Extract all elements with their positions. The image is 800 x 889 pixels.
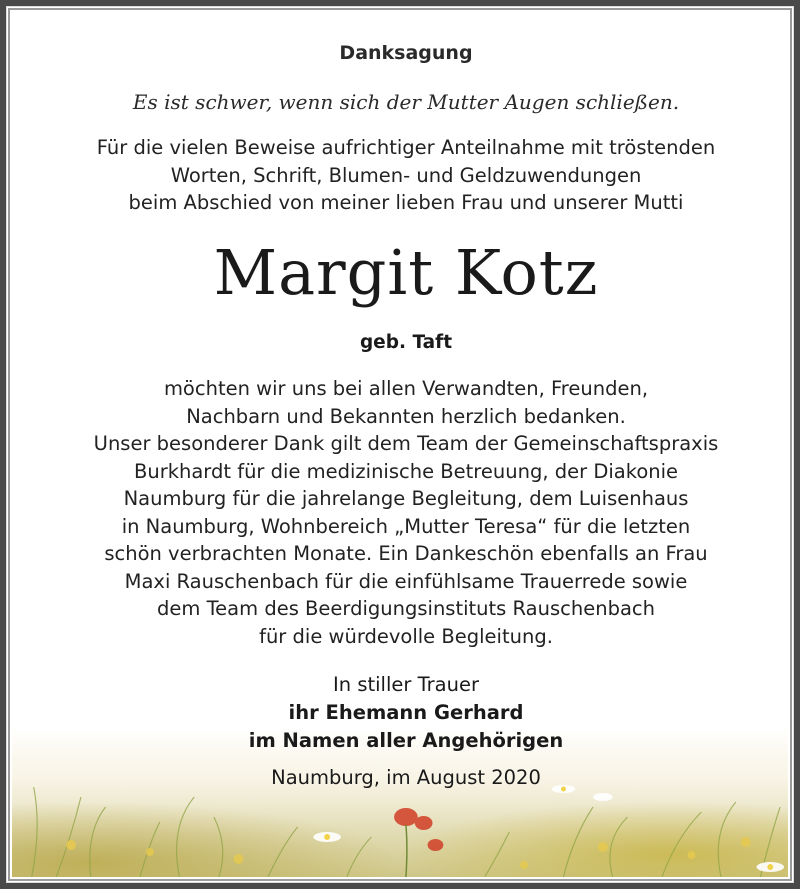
thanks-line: in Naumburg, Wohnbereich „Mutter Teresa“ für die letzten (121, 514, 691, 538)
thanks-line: möchten wir uns bei allen Verwandten, Freunden, (163, 377, 649, 400)
intro-line: Worten, Schrift, Blumen- und Geldzuwendungen (170, 163, 642, 187)
mourning-block (6, 671, 800, 755)
signatory-group: im Namen aller Angehörigen (248, 729, 564, 752)
thanks-line: Maxi Rauschenbach für die einfühlsame Trauerrede sowie (124, 569, 688, 593)
intro-line: beim Abschied von meiner lieben Frau und unserer Mutti (128, 191, 684, 214)
heading: Danksagung (339, 42, 473, 64)
deceased-name: Margit Kotz (213, 236, 599, 309)
thanks-line: schön verbrachten Monate. Ein Dankeschön ebenfalls an Frau (104, 542, 708, 565)
thanks-line: dem Team des Beerdigungsinstituts Rauschenbach (157, 597, 655, 620)
thanks-text (6, 375, 800, 650)
thanks-line: Nachbarn und Bekannten herzlich bedanken. (186, 404, 626, 428)
intro-text (6, 134, 800, 217)
thanks-line: Unser besonderer Dank gilt dem Team der Gemeinschaftspraxis (93, 432, 719, 455)
signatory: ihr Ehemann Gerhard (288, 701, 524, 724)
place-date: Naumburg, im August 2020 (271, 766, 541, 789)
thanks-line: Burkhardt für die medizinische Betreuung, der Diakonie (133, 459, 679, 483)
intro-line: Für die vielen Beweise aufrichtiger Anteilnahme mit tröstenden (96, 136, 716, 159)
mourning-intro: In stiller Trauer (333, 673, 479, 696)
thanks-line: für die würdevolle Begleitung. (259, 624, 553, 648)
thanks-line: Naumburg für die jahrelange Begleitung, dem Luisenhaus (123, 487, 689, 510)
maiden-name: geb. Taft (359, 332, 453, 353)
motto: Es ist schwer, wenn sich der Mutter Augen schließen. (132, 90, 680, 114)
